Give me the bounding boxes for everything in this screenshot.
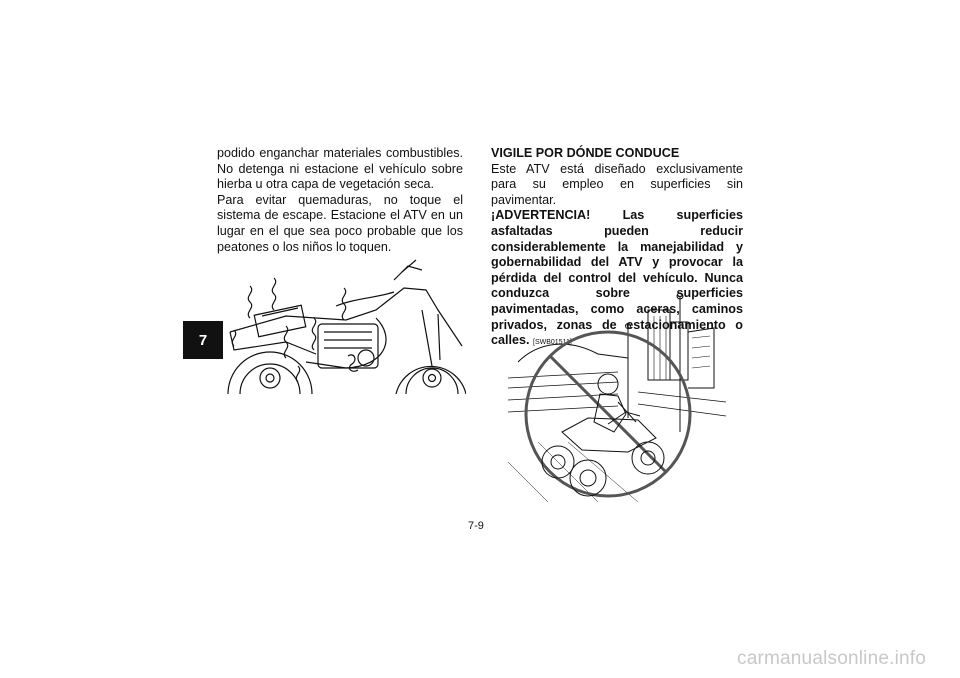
page-number: 7-9 (468, 520, 484, 532)
chapter-number: 7 (198, 331, 208, 349)
intro-paragraph: Este ATV está diseñado exclusivamente para su empleo en superficies sin pavimentar. (491, 161, 743, 207)
left-paragraph-1: podido enganchar materiales combustibles. No detenga ni estacione el vehículo sobre hierba u otra capa de vegetación seca. (217, 146, 463, 192)
section-heading: VIGILE POR DÓNDE CONDUCE (491, 146, 680, 160)
left-paragraph-2: Para evitar quemaduras, no toque el sistema de escape. Estacione el ATV en un lugar en el que sea poco probable que los peatones o los niños lo toquen. (217, 192, 463, 254)
warning-code: [SWB01511] (533, 339, 572, 347)
prohibited-pavement-illustration (508, 292, 726, 502)
warning-text: ¡ADVERTENCIA! Las superficies asfaltadas pueden reducir considerablemente la manejabilidad y gobernabilidad del ATV y provocar la pérdida del control del vehículo. Nunca conduzca sobre superficies pavimentadas, como aceras, caminos privados, zonas de estacionamiento o calles. (491, 208, 743, 348)
chapter-tab (183, 321, 223, 359)
watermark: carmanualsonline.info (737, 648, 927, 669)
left-column (217, 146, 463, 255)
atv-exhaust-illustration (226, 258, 466, 394)
